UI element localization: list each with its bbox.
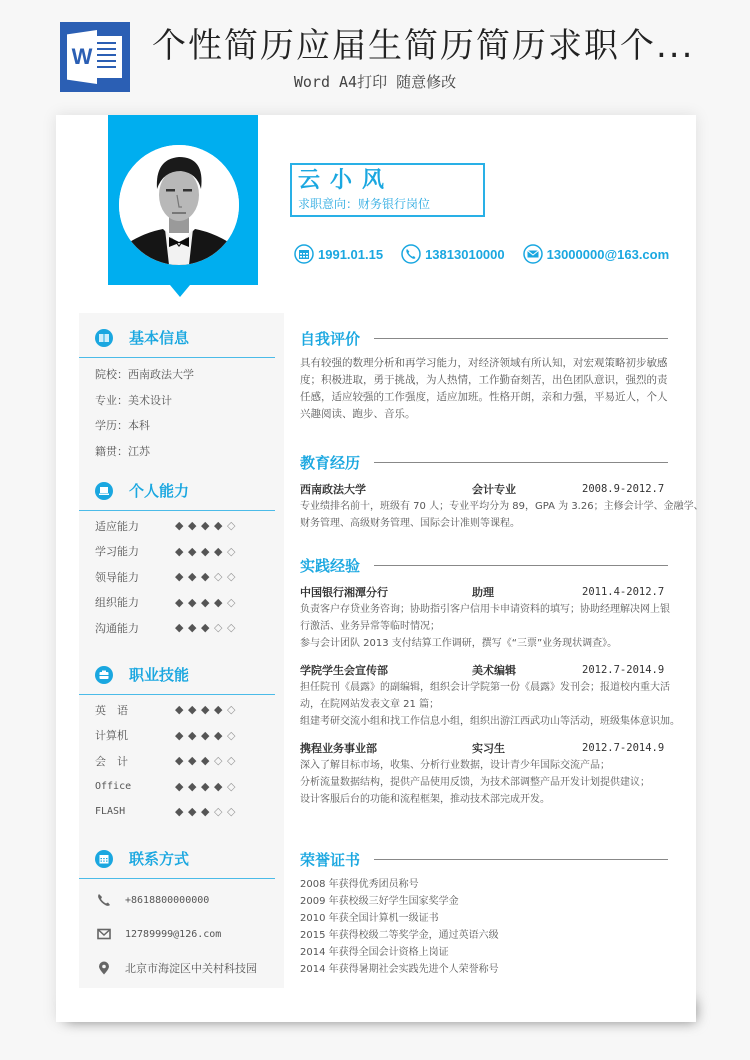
divider	[374, 338, 668, 339]
self-evaluation-header	[300, 325, 668, 351]
diamond-filled-icon: ◆	[175, 754, 184, 768]
skill-row	[79, 723, 284, 749]
diamond-filled-icon: ◆	[188, 703, 197, 717]
diamond-empty-icon: ◇	[214, 805, 223, 819]
contact-email	[79, 917, 284, 951]
diamond-filled-icon: ◆	[201, 519, 210, 533]
diamond-filled-icon: ◆	[201, 728, 210, 742]
diamond-empty-icon: ◇	[227, 519, 236, 533]
birthday	[294, 244, 383, 264]
diamond-empty-icon: ◇	[227, 621, 236, 635]
skill-label: 英 语	[95, 703, 128, 717]
photo-block	[108, 115, 258, 285]
contact-header	[79, 839, 275, 879]
diamond-empty-icon: ◇	[227, 754, 236, 768]
major-name: 会计专业	[472, 483, 516, 496]
section-title: 自我评价	[300, 329, 361, 348]
skill-row	[79, 615, 284, 641]
job-intent: 求职意向：财务银行岗位	[298, 197, 431, 211]
practice-entry-header	[300, 740, 668, 757]
email	[523, 244, 670, 264]
rating-diamonds	[175, 704, 240, 715]
abilities-section	[79, 471, 284, 641]
candidate-name: 云小风	[298, 168, 395, 193]
practice-detail-line: 担任院刊《晨露》的副编辑，组织会计学院第一份《晨露》发刊会；报道校内重大活	[300, 682, 670, 693]
skills-section	[79, 655, 284, 825]
skill-label: 会 计	[95, 754, 128, 768]
contact-email-value: 12789999@126.com	[125, 928, 222, 940]
skill-row	[79, 774, 284, 800]
diamond-filled-icon: ◆	[214, 519, 223, 533]
skill-label: FLASH	[95, 806, 126, 818]
practice-section	[300, 552, 680, 818]
practice-detail-line: 参与会计团队 2013 支付结算工作调研，撰写《“三票”业务现状调查》。	[300, 638, 618, 649]
skill-row	[79, 697, 284, 723]
phone	[401, 244, 505, 264]
entry-date: 2012.7-2014.9	[582, 664, 665, 676]
rating-diamonds	[175, 730, 240, 741]
email-value: 13000000@163.com	[546, 246, 670, 262]
rating-diamonds	[175, 520, 240, 531]
diamond-filled-icon: ◆	[214, 544, 223, 558]
portrait-image	[119, 145, 239, 265]
self-evaluation-section	[300, 325, 668, 423]
organization-name: 中国银行湘潭分行	[300, 586, 388, 599]
honor-item: 2008 年获得优秀团员称号	[300, 879, 419, 890]
rating-diamonds	[175, 806, 240, 817]
diamond-filled-icon: ◆	[201, 779, 210, 793]
practice-entry	[300, 584, 668, 652]
phone-icon	[97, 893, 111, 907]
skill-label: 组织能力	[95, 596, 139, 610]
diamond-filled-icon: ◆	[175, 544, 184, 558]
rating-diamonds	[175, 597, 240, 608]
diamond-filled-icon: ◆	[188, 754, 197, 768]
honor-item: 2015 年获得校级二等奖学金，通过英语六级	[300, 930, 499, 941]
education-entry-header	[300, 481, 668, 498]
section-title: 基本信息	[129, 329, 190, 347]
diamond-filled-icon: ◆	[175, 595, 184, 609]
diamond-empty-icon: ◇	[214, 754, 223, 768]
sidebar	[79, 313, 284, 988]
diamond-empty-icon: ◇	[214, 621, 223, 635]
info-degree: 学历：本科	[95, 419, 150, 432]
diamond-empty-icon: ◇	[227, 805, 236, 819]
education-section	[300, 449, 704, 532]
info-hometown: 籍贯：江苏	[95, 444, 150, 458]
diamond-filled-icon: ◆	[201, 544, 210, 558]
skill-label: 领导能力	[95, 570, 139, 584]
practice-detail-line: 负责客户存贷业务咨询；协助指引客户信用卡申请资料的填写；协助经理解决网上银	[300, 604, 670, 615]
practice-entry-header	[300, 662, 668, 679]
section-title: 教育经历	[300, 453, 361, 472]
briefcase-icon	[95, 666, 113, 684]
diamond-filled-icon: ◆	[188, 621, 197, 635]
section-title: 荣誉证书	[300, 850, 361, 869]
diamond-filled-icon: ◆	[214, 703, 223, 717]
diamond-filled-icon: ◆	[201, 595, 210, 609]
calendar-icon	[294, 244, 314, 264]
mail-icon	[97, 927, 111, 941]
diamond-filled-icon: ◆	[214, 595, 223, 609]
header-contact-row	[294, 244, 687, 264]
abilities-header	[79, 471, 275, 511]
diamond-filled-icon: ◆	[175, 805, 184, 819]
banner-subtitle: Word A4打印 随意修改	[293, 73, 457, 91]
skill-label: 沟通能力	[95, 621, 139, 635]
diamond-filled-icon: ◆	[201, 621, 210, 635]
section-title: 联系方式	[129, 850, 190, 868]
practice-detail-line: 深入了解目标市场，收集、分析行业数据，设计青少年国际交流产品；	[300, 760, 610, 771]
practice-header	[300, 552, 668, 578]
phone-value: 13813010000	[425, 246, 505, 262]
diamond-filled-icon: ◆	[188, 595, 197, 609]
contact-phone-value: +8618800000000	[125, 894, 210, 906]
diamond-empty-icon: ◇	[214, 570, 223, 584]
diamond-filled-icon: ◆	[175, 703, 184, 717]
basic-info-section	[79, 318, 284, 464]
rating-diamonds	[175, 622, 240, 633]
skill-label: 适应能力	[95, 519, 139, 533]
practice-detail-line: 行激活、业务异常等临时情况；	[300, 621, 440, 632]
practice-detail-line: 设计客服后台的功能和流程框架，推动技术部完成开发。	[300, 794, 550, 805]
honors-header	[300, 846, 668, 872]
practice-detail-line: 组建考研交流小组和找工作信息小组，组织出游江西武功山等活动，班级集体意识加。	[300, 716, 680, 727]
entry-date: 2011.4-2012.7	[582, 586, 665, 598]
section-title: 实践经验	[300, 556, 361, 575]
contact-phone	[79, 883, 284, 917]
skill-row	[79, 564, 284, 590]
role-name: 助理	[472, 586, 494, 599]
practice-entry	[300, 740, 668, 808]
skill-row	[79, 539, 284, 565]
skill-row	[79, 799, 284, 825]
practice-detail-line: 分析流量数据结构，提供产品使用反馈，为技术部调整产品开发计划提供建议；	[300, 777, 650, 788]
divider	[374, 565, 668, 566]
avatar	[119, 145, 239, 265]
name-box	[290, 163, 485, 217]
divider	[374, 462, 668, 463]
practice-detail-line: 动，在院网站发表文章 21 篇；	[300, 699, 440, 710]
contact-address-value: 北京市海淀区中关村科技园	[125, 962, 257, 975]
diamond-filled-icon: ◆	[175, 728, 184, 742]
diamond-filled-icon: ◆	[175, 621, 184, 635]
self-evaluation-text: 具有较强的数理分析和再学习能力，对经济领域有所认知，对宏观策略初步敏感度；积极进取，勇于挑战，为人热情，工作勤奋刻苦，出色团队意识，强烈的责任感，适应较强的工作强度，适应加班。性格开朗，亲和力强，平易近人，个人兴趣阅读、跑步、音乐。	[300, 357, 668, 420]
info-major: 专业：美术设计	[95, 393, 172, 407]
banner-title: 个性简历应届生简历简历求职个...	[152, 26, 695, 66]
diamond-filled-icon: ◆	[188, 570, 197, 584]
diamond-empty-icon: ◇	[227, 570, 236, 584]
diamond-filled-icon: ◆	[175, 519, 184, 533]
book-icon	[95, 329, 113, 347]
skill-label: 计算机	[95, 729, 128, 743]
diamond-empty-icon: ◇	[227, 703, 236, 717]
diamond-filled-icon: ◆	[175, 779, 184, 793]
rating-diamonds	[175, 546, 240, 557]
mail-icon	[523, 244, 543, 264]
resume-page	[56, 115, 704, 1022]
honors-section	[300, 846, 668, 978]
education-detail-line: 专业绩排名前十，班级有 70 人；专业平均分为 89，GPA 为 3.26；主修会计学、金融学、	[300, 501, 704, 512]
diamond-empty-icon: ◇	[227, 728, 236, 742]
rating-diamonds	[175, 571, 240, 582]
practice-entry-header	[300, 584, 668, 601]
organization-name: 学院学生会宣传部	[300, 664, 388, 677]
contact-address	[79, 951, 284, 985]
diamond-empty-icon: ◇	[227, 544, 236, 558]
diamond-filled-icon: ◆	[201, 570, 210, 584]
honor-item: 2014 年获得全国会计资格上岗证	[300, 947, 449, 958]
entry-date: 2012.7-2014.9	[582, 742, 665, 754]
diamond-filled-icon: ◆	[188, 519, 197, 533]
diamond-empty-icon: ◇	[227, 779, 236, 793]
diamond-filled-icon: ◆	[188, 728, 197, 742]
skill-label: Office	[95, 780, 132, 792]
diamond-filled-icon: ◆	[188, 779, 197, 793]
diamond-filled-icon: ◆	[188, 805, 197, 819]
education-detail-line: 财务管理、高级财务管理、国际会计准则等课程。	[300, 518, 520, 529]
phone-icon	[401, 244, 421, 264]
section-title: 个人能力	[129, 482, 190, 500]
location-pin-icon	[97, 961, 111, 975]
info-school: 院校：西南政法大学	[95, 368, 194, 381]
practice-entry	[300, 662, 680, 730]
skill-row	[79, 513, 284, 539]
diamond-filled-icon: ◆	[175, 570, 184, 584]
skill-row	[79, 590, 284, 616]
honor-item: 2014 年获得暑期社会实践先进个人荣誉称号	[300, 964, 499, 975]
rating-diamonds	[175, 755, 240, 766]
skill-label: 学习能力	[95, 545, 139, 559]
honor-item: 2009 年获校级三好学生国家奖学金	[300, 896, 459, 907]
calendar-icon	[95, 850, 113, 868]
diamond-empty-icon: ◇	[227, 595, 236, 609]
laptop-icon	[95, 482, 113, 500]
honor-item: 2010 年获全国计算机一级证书	[300, 913, 439, 924]
contact-section	[79, 839, 284, 985]
diamond-filled-icon: ◆	[214, 779, 223, 793]
word-letter: W	[71, 44, 93, 69]
skills-header	[79, 655, 275, 695]
role-name: 实习生	[472, 742, 505, 755]
diamond-filled-icon: ◆	[201, 754, 210, 768]
rating-diamonds	[175, 781, 240, 792]
skill-row	[79, 748, 284, 774]
basic-info-header	[79, 318, 275, 358]
education-date: 2008.9-2012.7	[582, 483, 665, 495]
school-name: 西南政法大学	[300, 483, 366, 496]
diamond-filled-icon: ◆	[201, 805, 210, 819]
role-name: 美术编辑	[472, 664, 516, 677]
divider	[374, 859, 668, 860]
diamond-filled-icon: ◆	[214, 728, 223, 742]
organization-name: 携程业务事业部	[300, 742, 377, 755]
diamond-filled-icon: ◆	[201, 703, 210, 717]
education-header	[300, 449, 668, 475]
diamond-filled-icon: ◆	[188, 544, 197, 558]
section-title: 职业技能	[129, 666, 190, 684]
birthday-value: 1991.01.15	[318, 246, 384, 262]
photo-pointer	[170, 285, 190, 297]
